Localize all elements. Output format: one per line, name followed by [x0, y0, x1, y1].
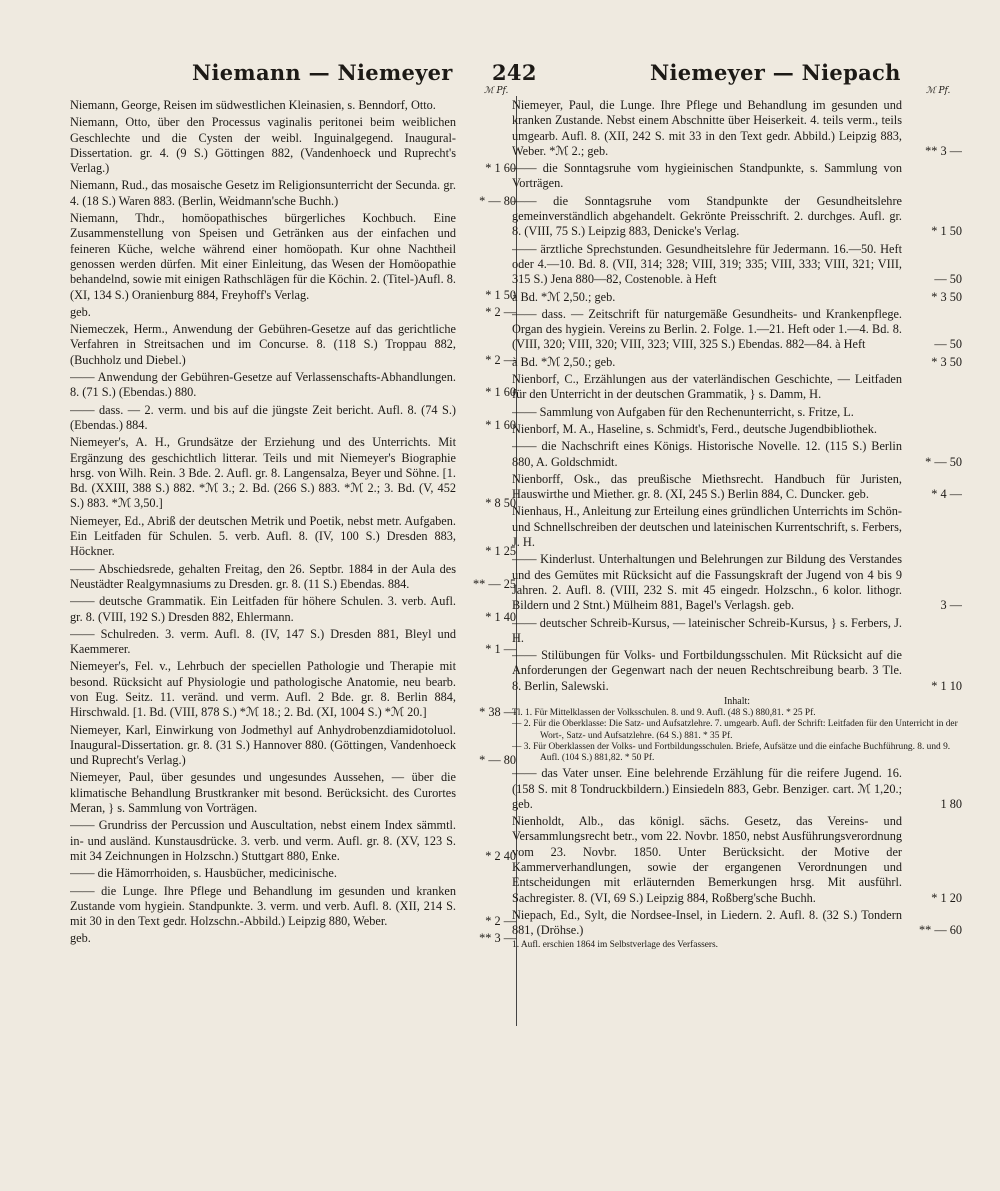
- catalog-entry: [70, 562, 516, 593]
- right-column: [512, 98, 962, 1168]
- catalog-entry: [512, 814, 962, 906]
- entry-text: —— die Lunge. Ihre Pflege und Behandlung im gesunden und kranken Zustande vom hygiein. Standpunkte. 3. verm. und verb. Aufl. 8. (XII, 214 S. mit 30 in den Text gedr. Holzschn.-Abbild.) Leipzig 880, Weber.: [70, 883, 456, 929]
- catalog-entry: [70, 884, 516, 930]
- entry-text: Niemeczek, Herm., Anwendung der Gebühren-Gesetze auf das gerichtliche Verfahren in Streitsachen und im Concurse. 8. (118 S.) Troppau 882, (Buchholz und Diebel.): [70, 322, 456, 367]
- catalog-entry: [512, 405, 962, 420]
- catalog-entry: [512, 766, 962, 812]
- entry-price: 3 —: [940, 598, 962, 613]
- entry-price: * 1 25: [485, 544, 516, 559]
- right-main-entries: [512, 98, 962, 694]
- entry-price: * 1 —: [485, 642, 516, 657]
- catalog-entry: [70, 866, 516, 881]
- catalog-entry: [512, 161, 962, 192]
- entry-text: Nienborf, C., Erzählungen aus der vaterländischen Geschichte, — Leitfaden für den Unterricht in der deutschen Grammatik, } s. Damm, H.: [512, 372, 902, 402]
- entry-price: ** 3 —: [479, 931, 516, 946]
- catalog-entry: [512, 552, 962, 613]
- catalog-entry: [70, 322, 516, 368]
- entry-price: * — 80: [479, 753, 516, 768]
- entry-text: —— das Vater unser. Eine belehrende Erzählung für die reifere Jugend. 16. (158 S. mit 8 Tondruckbildern.) Einsiedeln 883, Gebr. Benziger. cart. ℳ 1,20.; geb.: [512, 766, 902, 811]
- entry-price: * 4 —: [931, 487, 962, 502]
- toc-item: — 3. Für Oberklassen der Volks- und Fortbildungsschulen. Briefe, Aufsätze und die einfache Buchführung. 8. und 9. Aufl. (104 S.) 881,82. * 50 Pf.: [512, 741, 951, 763]
- entry-text: Niemann, Otto, über den Processus vaginalis peritonei beim weiblichen Geschlechte und die Cysten der weibl. Inguinalgegend. Inaugural-Dissertation. gr. 4. (9 S.) Göttingen 882, (Vandenhoeck und Ruprecht's Verlag.): [70, 115, 456, 176]
- entry-text: Nienborf, M. A., Haseline, s. Schmidt's, Ferd., deutsche Jugendbibliothek.: [512, 421, 877, 436]
- catalog-entry: [70, 770, 516, 816]
- entry-text: —— Kinderlust. Unterhaltungen und Belehrungen zur Bildung des Verstandes und des Gemütes mit Rücksicht auf die Fassungskraft der Jugend von 4 bis 9 Jahren. 2. Aufl. 8. (VIII, 232 S. mit 45 eingedr. Holzschn., 6 kolor. lithogr. Bildern und 2 Stnt.) Mülheim 881, Bagel's Verlagsh. geb.: [512, 552, 902, 613]
- entry-price: * 2 —: [485, 304, 516, 319]
- header-right: Niemeyer — Niepach: [650, 60, 901, 85]
- catalog-entry: [512, 290, 962, 305]
- entry-price: * 3 50: [931, 289, 962, 304]
- entry-price: * 2 —: [485, 914, 516, 929]
- entry-text: Niemeyer's, A. H., Grundsätze der Erziehung und des Unterrichts. Mit Ergänzung des geschichtlich litterar. Teils und mit Niemeyer's Biographie hrsg. von Wilh. Rein. 3 Bde. 2. Aufl. gr. 8. Langensalza, Beyer und Söhne. [1. Bd. (XXIII, 388 S.) 882. *ℳ 3.; 2. Bd. (266 S.) 883. *ℳ 2.; 3. Bd. (V, 452 S.) 883. *ℳ 3,50.]: [70, 435, 456, 511]
- entry-text: à Bd. *ℳ 2,50.; geb.: [512, 289, 616, 304]
- footnote: 1. Aufl. erschien 1864 im Selbstverlage des Verfassers.: [512, 940, 719, 951]
- catalog-entry: [512, 355, 962, 370]
- toc-item: — 2. Für die Oberklasse: Die Satz- und Aufsatzlehre. 7. umgearb. Aufl. der Schrift: Leitfaden für den Unterricht in der Wort-, Satz- und Aufsatzlehre. (64 S.) 881. * 35 Pf.: [512, 719, 958, 741]
- entry-price: * 1 50: [931, 224, 962, 239]
- entry-price: — 50: [934, 272, 962, 287]
- entry-text: —— Grundriss der Percussion und Auscultation, nebst einem Index sämmtl. in- und ausländ. Kunstausdrücke. 3. verb. und verm. Aufl. gr. 8. (XV, 123 S. mit 34 Zeichnungen in Holzschn.) Stuttgart 880, Enke.: [70, 818, 456, 863]
- entry-price: * 1 60: [485, 417, 516, 432]
- page-number: 242: [492, 60, 537, 85]
- catalog-entry: [512, 422, 962, 437]
- left-column: [70, 98, 516, 1168]
- entry-price: ** — 60: [918, 923, 962, 938]
- catalog-entry: [70, 403, 516, 434]
- catalog-entry: [70, 435, 516, 511]
- catalog-entry: [70, 115, 516, 176]
- entry-price: * 1 50: [485, 287, 516, 302]
- header-left: Niemann — Niemeyer: [192, 60, 453, 85]
- entry-text: —— Abschiedsrede, gehalten Freitag, den 26. Septbr. 1884 in der Aula des Neustädter Realgymnasiums zu Dresden. gr. 8. (11 S.) Ebendas. 884.: [70, 561, 456, 591]
- entry-price: * 1 20: [931, 890, 962, 905]
- entry-text: Niemann, George, Reisen im südwestlichen Kleinasien, s. Benndorf, Otto.: [70, 98, 436, 112]
- catalog-entry: [512, 439, 962, 470]
- entry-text: geb.: [70, 304, 91, 319]
- catalog-entry: [512, 307, 962, 353]
- entry-text: —— Anwendung der Gebühren-Gesetze auf Verlassenschafts-Abhandlungen. 8. (71 S.) (Ebendas.) 880.: [70, 370, 456, 400]
- entry-price: * 1 60: [485, 161, 516, 176]
- currency-unit-left: ℳ Pf.: [484, 86, 509, 96]
- entry-text: —— dass. — Zeitschrift für naturgemäße Gesundheits- und Krankenpflege. Organ des hygiein. Vereins zu Berlin. 2. Folge. 1.—21. Heft oder 1.—4. Bd. 8. (VIII, 320; VIII, 320; VIII, 323; VIII, 325 S.) Ebendas. 882—84. à Heft: [512, 306, 902, 352]
- entry-text: Niemeyer, Paul, die Lunge. Ihre Pflege und Behandlung im gesunden und kranken Zustande. Nebst einem Abschnitte über Heiserkeit. 4. teils verm., teils umgearb. Aufl. 8. (XII, 242 S. mit 33 in den Text gedr. Abbild.) Leipzig 883, Weber. *ℳ 2.; geb.: [512, 98, 902, 158]
- catalog-entry: [70, 514, 516, 560]
- entry-price: * 1 60: [485, 385, 516, 400]
- entry-text: —— Sammlung von Aufgaben für den Rechenunterricht, s. Fritze, L.: [512, 404, 854, 419]
- entry-text: —— die Hämorrhoiden, s. Hausbücher, medicinische.: [70, 866, 337, 881]
- entry-text: —— ärztliche Sprechstunden. Gesundheitslehre für Jedermann. 16.—50. Heft oder 4.—10. Bd. 8. (VII, 314; 328; VIII, 319; 335; VIII, 333; VIII, 321; VIII, 315 S.) Jena 880—82, Costenoble. à Heft: [512, 241, 902, 287]
- entry-text: Niemeyer, Karl, Einwirkung von Jodmethyl auf Anhydrobenzdiamidotoluol. Inaugural-Dissertation. gr. 8. (31 S.) Hannover 880. (Göttingen, Vandenhoeck und Ruprecht's Verlag.): [70, 722, 456, 768]
- entry-text: —— die Sonntagsruhe vom hygieinischen Standpunkte, s. Sammlung von Vorträgen.: [512, 161, 902, 191]
- catalog-entry: [512, 908, 962, 939]
- entry-price: * 1 40: [485, 609, 516, 624]
- entry-price: ** 3 —: [925, 143, 962, 158]
- entry-text: —— deutsche Grammatik. Ein Leitfaden für höhere Schulen. 3. verb. Aufl. gr. 8. (VIII, 192 S.) Dresden 882, Ehlermann.: [70, 594, 456, 624]
- entry-text: —— Stilübungen für Volks- und Fortbildungsschulen. Mit Rücksicht auf die Anforderungen der Gegenwart nach der neuen Rechtschreibung bearb. 3 Tle. 8. Berlin, Salewski.: [512, 648, 902, 693]
- entry-text: Niepach, Ed., Sylt, die Nordsee-Insel, in Liedern. 2. Aufl. 8. (32 S.) Tondern 881, (Dröhse.): [512, 907, 902, 938]
- entry-text: Niemann, Rud., das mosaische Gesetz im Religionsunterricht der Secunda. gr. 4. (18 S.) Waren 883. (Berlin, Weidmann'sche Buchh.): [70, 178, 456, 208]
- catalog-entry: [70, 627, 516, 658]
- catalog-entry: [70, 98, 516, 113]
- entry-text: Niemeyer, Ed., Abriß der deutschen Metrik und Poetik, nebst metr. Aufgaben. Ein Leitfaden für Schulen. 5. verb. Aufl. 8. (IV, 100 S.) Dresden 883, Höckner.: [70, 513, 456, 559]
- catalog-entry: [512, 372, 962, 403]
- entry-price: * — 80: [479, 193, 516, 208]
- entry-text: Nienborff, Osk., das preußische Miethsrecht. Handbuch für Juristen, Hauswirthe und Miether. gr. 8. (XI, 245 S.) Berlin 884, C. Duncker. geb.: [512, 471, 902, 502]
- entry-text: —— deutscher Schreib-Kursus, — lateinischer Schreib-Kursus, } s. Ferbers, J. H.: [512, 615, 902, 645]
- entry-price: * 2 —: [485, 352, 516, 367]
- catalog-entry: [70, 594, 516, 625]
- table-of-contents: [512, 696, 962, 764]
- catalog-entry: [512, 648, 962, 694]
- entry-price: 1 80: [940, 796, 962, 811]
- toc-title: Inhalt:: [723, 695, 751, 707]
- entry-text: —— dass. — 2. verm. und bis auf die jüngste Zeit bericht. Aufl. 8. (74 S.) (Ebendas.) 884.: [70, 402, 456, 432]
- entry-price: ** — 25: [472, 576, 516, 591]
- catalog-entry: [512, 504, 962, 550]
- catalog-entry: [512, 616, 962, 647]
- entry-text: —— Schulreden. 3. verm. Aufl. 8. (IV, 147 S.) Dresden 881, Bleyl und Kaemmerer.: [70, 626, 456, 657]
- catalog-entry: [512, 242, 962, 288]
- entry-price: * — 50: [925, 454, 962, 469]
- catalog-entry: [70, 178, 516, 209]
- entry-text: geb.: [70, 931, 91, 946]
- entry-price: * 2 40: [485, 848, 516, 863]
- entry-text: à Bd. *ℳ 2,50.; geb.: [512, 354, 616, 369]
- entry-text: Nienhaus, H., Anleitung zur Erteilung eines gründlichen Unterrichts im Schön- und Schnellschreiben der deutschen und lateinischen Kurrentschrift, s. Ferbers, J. H.: [512, 504, 902, 550]
- catalog-entry: [70, 931, 516, 946]
- entry-price: * 8 50: [485, 496, 516, 511]
- entry-text: Niemann, Thdr., homöopathisches bürgerliches Kochbuch. Eine Zusammenstellung von Speisen und Getränken aus der einfachen und feineren Küche, welche während einer homöopath. Kur ohne Nachtheil genossen werden dürfen. Mit einer Einleitung, das Wesen der Homöopathie behandelnd, sowie mit einigen Rathschlägen für die Köchin. 2. (Titel-)Aufl. 8. (XI, 134 S.) Oranienburg 884, Freyhoff's Verlag.: [70, 211, 456, 302]
- entry-price: — 50: [934, 337, 962, 352]
- entry-text: —— die Nachschrift eines Königs. Historische Novelle. 12. (115 S.) Berlin 880, A. Goldschmidt.: [512, 439, 902, 469]
- catalog-entry: [70, 305, 516, 320]
- entry-text: Nienholdt, Alb., das königl. sächs. Gesetz, das Vereins- und Versammlungsrecht betr., vom 22. Novbr. 1850, nebst Ausführungsverordnung vom 23. Novbr. 1850. Unter Berücksicht. der Motive der Kammerverhandlungen, sowie der ergangenen Verordnungen und Entscheidungen mit erläuternden Bemerkungen hrsg. Mit ausführl. Sachregister. 8. (VI, 69 S.) Leipzig 884, Roßberg'sche Buchh.: [512, 814, 902, 905]
- toc-item: Tl. 1. Für Mittelklassen der Volksschulen. 8. und 9. Aufl. (48 S.) 880,81. * 25 Pf.: [512, 708, 816, 719]
- catalog-entry: [70, 659, 516, 720]
- catalog-entry: [70, 370, 516, 401]
- toc-items: [512, 708, 962, 764]
- currency-unit-right: ℳ Pf.: [926, 86, 951, 96]
- catalog-entry: [70, 211, 516, 303]
- entry-price: * 38 —: [479, 705, 516, 720]
- right-tail-entries: [512, 766, 962, 938]
- catalog-entry: [70, 723, 516, 769]
- entry-price: * 1 10: [931, 678, 962, 693]
- entry-text: Niemeyer, Paul, über gesundes und ungesundes Aussehen, — über die klimatische Behandlung Brustkranker mit besond. Berücksicht. des Curortes Meran, } s. Sammlung von Vorträgen.: [70, 770, 456, 816]
- entry-text: —— die Sonntagsruhe vom Standpunkte der Gesundheitslehre gemeinverständlich abgehandelt. Gekrönte Preisschrift. 2. durchges. Aufl. gr. 8. (VIII, 75 S.) Leipzig 883, Denicke's Verlag.: [512, 193, 902, 239]
- entry-text: Niemeyer's, Fel. v., Lehrbuch der speciellen Pathologie und Therapie mit besond. Rücksicht auf Physiologie und pathologische Anatomie, neu bearb. von Eug. Seitz. 11. veränd. und verm. Aufl. 2 Bde. gr. 8. Berlin 884, Hirschwald. [1. Bd. (VIII, 878 S.) *ℳ 18.; 2. Bd. (XI, 1004 S.) *ℳ 20.]: [70, 659, 456, 720]
- catalog-entry: [512, 472, 962, 503]
- entry-price: * 3 50: [931, 354, 962, 369]
- catalog-entry: [70, 818, 516, 864]
- catalog-entry: [512, 98, 962, 159]
- catalog-entry: [512, 194, 962, 240]
